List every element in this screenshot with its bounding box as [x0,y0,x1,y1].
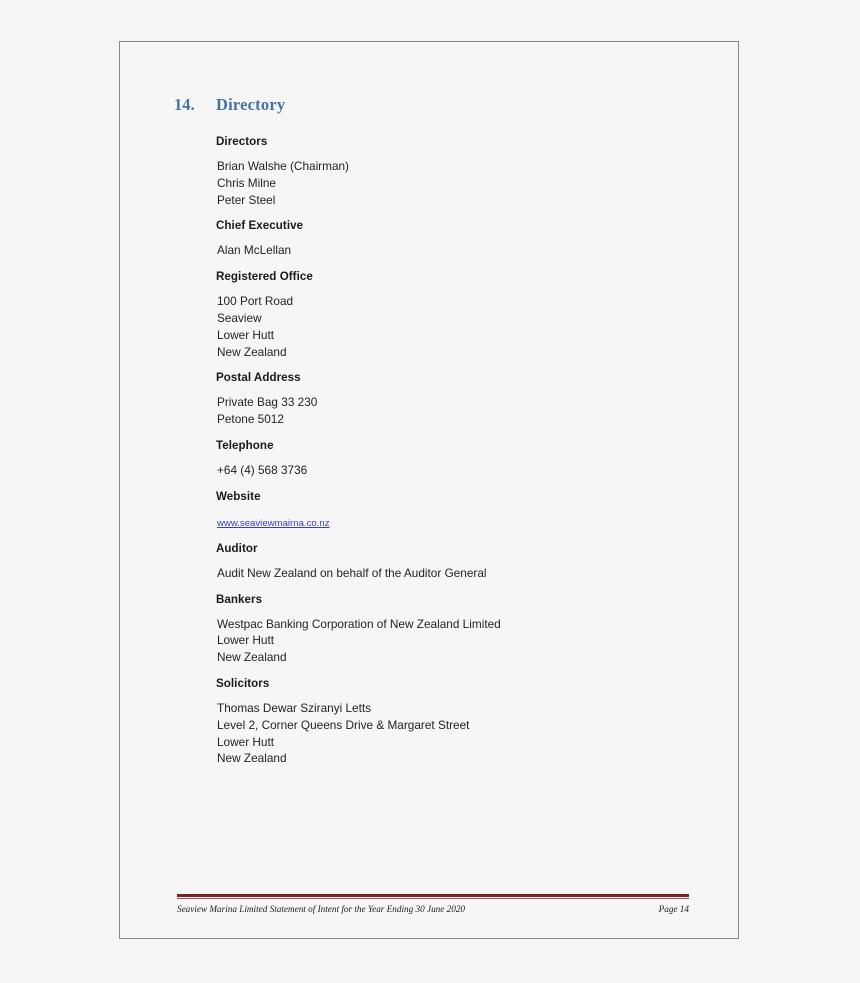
directory-line: Chris Milne [217,175,276,190]
directory-line: Level 2, Corner Queens Drive & Margaret Street [217,717,470,732]
directory-section-title: Chief Executive [216,219,304,233]
directory-section-title: Bankers [216,592,263,606]
directory-section-lines [216,158,686,208]
directory-content [216,134,686,767]
directory-line: Audit New Zealand on behalf of the Auditor General [217,565,487,580]
section-title: Directory [216,95,286,114]
directory-line: New Zealand [217,344,287,359]
directory-line: Lower Hutt [217,734,275,749]
directory-section-title: Telephone [216,438,274,452]
directory-section [216,676,686,767]
directory-section-title: Registered Office [216,270,313,284]
directory-line: Petone 5012 [217,412,284,427]
directory-line: Private Bag 33 230 [217,395,318,410]
directory-section [216,541,686,582]
footer-page-number: Page 14 [658,904,689,914]
page-footer [177,894,689,914]
directory-section-title: Solicitors [216,676,270,690]
document-page [119,41,739,939]
directory-line: Thomas Dewar Sziranyi Letts [217,700,372,715]
section-number: 14. [174,95,195,114]
directory-section [216,370,686,428]
directory-line: Westpac Banking Corporation of New Zealand Limited [217,616,501,631]
directory-section-lines [216,293,686,360]
directory-section [216,592,686,666]
directory-section-lines [216,462,686,479]
directory-line: New Zealand [217,751,287,766]
directory-line: Peter Steel [217,192,276,207]
directory-section [216,269,686,360]
directory-section-lines [216,242,686,259]
footer-text-row [177,904,689,914]
directory-section [216,218,686,259]
directory-line: 100 Port Road [217,294,294,309]
directory-section-lines [216,565,686,582]
directory-line: Lower Hutt [217,327,275,342]
directory-line: Alan McLellan [217,243,292,258]
directory-section-title: Website [216,489,261,503]
footer-rule-thin [177,898,689,899]
directory-line: +64 (4) 568 3736 [217,462,308,477]
directory-section-lines [216,700,686,767]
directory-section [216,134,686,208]
directory-section-title: Auditor [216,541,258,555]
directory-section-title: Postal Address [216,371,301,385]
directory-section-title: Directors [216,135,268,148]
directory-section-lines [216,616,686,666]
website-link[interactable]: www.seaviewmairna.co.nz [217,517,330,529]
page-title [174,95,285,115]
directory-line: New Zealand [217,650,287,665]
directory-line: Seaview [217,310,262,325]
directory-line: Lower Hutt [217,633,275,648]
directory-line: Brian Walshe (Chairman) [217,159,349,173]
directory-section [216,438,686,479]
directory-section-lines [216,513,686,531]
directory-section [216,489,686,531]
directory-section-lines [216,394,686,428]
footer-document-title: Seaview Marina Limited Statement of Intent for the Year Ending 30 June 2020 [177,904,466,914]
